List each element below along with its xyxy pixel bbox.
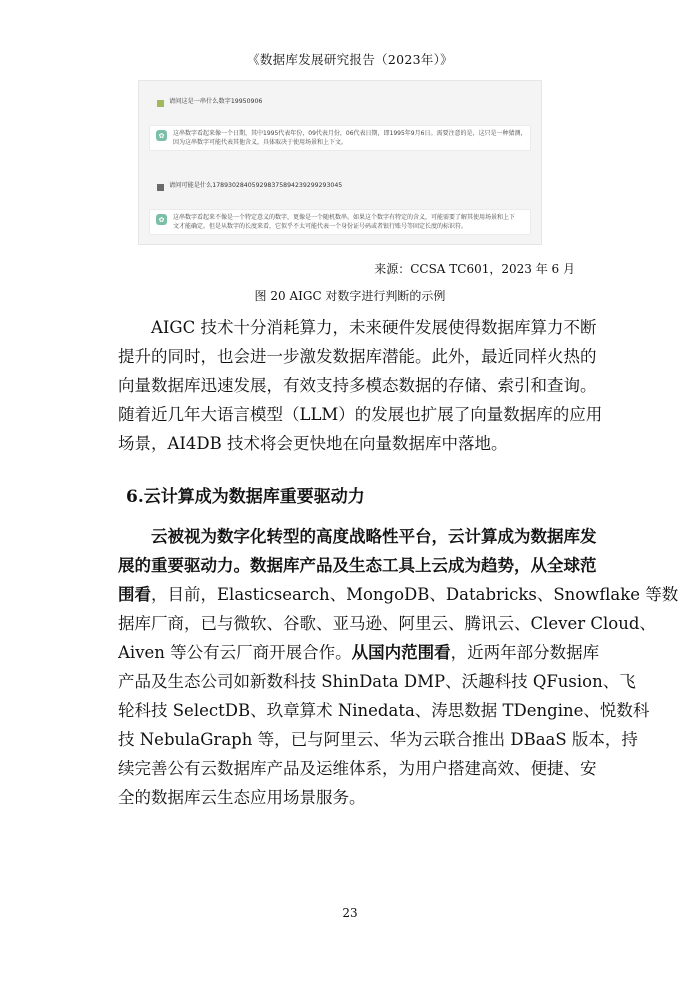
answer-row-2 bbox=[149, 209, 531, 235]
user-avatar-icon bbox=[157, 100, 164, 107]
para2-line bbox=[118, 638, 600, 667]
answer-1-line-1: 这串数字看起来像一个日期，其中1995代表年份，09代表月份，06代表日期，即1995年9月6日。需要注意的是，这只是一种猜测， bbox=[173, 130, 527, 137]
section-title: 6.云计算成为数据库重要驱动力 bbox=[126, 487, 365, 507]
bold-text: 从国内范围看 bbox=[351, 643, 451, 662]
para1-line: 向量数据库迅速发展，有效支持多模态数据的存储、索引和查询。 bbox=[118, 376, 597, 395]
para2-line bbox=[118, 522, 597, 551]
page-header: 《数据库发展研究报告（2023年）》 bbox=[247, 52, 453, 67]
bold-text: 展的重要驱动力。数据库产品及生态工具上云成为趋势，从全球范 bbox=[118, 556, 597, 575]
answer-text-2 bbox=[173, 213, 515, 231]
para2-line: 全的数据库云生态应用场景服务。 bbox=[118, 788, 366, 807]
answer-1-line-2: 因为这串数字可能代表其他含义，具体取决于使用场景和上下文。 bbox=[173, 139, 348, 146]
para1-line: 场景，AI4DB 技术将会更快地在向量数据库中落地。 bbox=[118, 434, 508, 453]
plain-text: Aiven 等公有云厂商开展合作。 bbox=[118, 643, 352, 662]
para1-line: 提升的同时，也会进一步激发数据库潜能。此外，最近同样火热的 bbox=[118, 347, 597, 366]
paragraph-cloud bbox=[118, 522, 679, 812]
para2-line bbox=[118, 580, 679, 609]
assistant-logo-icon: ✿ bbox=[156, 130, 167, 141]
figure-source: 来源：CCSA TC601，2023 年 6 月 bbox=[374, 262, 575, 276]
page-number: 23 bbox=[342, 906, 358, 920]
para2-line: 轮科技 SelectDB、玖章算术 Ninedata、涛思数据 TDengine、悦数科 bbox=[118, 701, 650, 720]
answer-2-line-2: 文才能确定。但是从数字的长度来看，它似乎不太可能代表一个身份证号码或者银行账号等固定长度的标识符。 bbox=[173, 223, 468, 230]
para2-line: 续完善公有云数据库产品及运维体系，为用户搭建高效、便捷、安 bbox=[118, 759, 597, 778]
question-row-1 bbox=[157, 97, 262, 107]
plain-text: ，目前，Elasticsearch、MongoDB、Databricks、Snowflake 等数 bbox=[151, 585, 679, 604]
para2-line: 技 NebulaGraph 等，已与阿里云、华为云联合推出 DBaaS 版本，持 bbox=[118, 730, 638, 749]
question-text-2: 请问可能是什么17893028405929837589423929929304​5 bbox=[169, 182, 343, 189]
answer-2-line-1: 这串数字看起来不像是一个特定意义的数字，更像是一个随机数串。如果这个数字有特定的含义，可能需要了解其使用场景和上下 bbox=[173, 214, 516, 221]
question-row-2 bbox=[157, 181, 342, 191]
para2-line: 据库厂商，已与微软、谷歌、亚马逊、阿里云、腾讯云、Clever Cloud、 bbox=[118, 614, 656, 633]
para1-line: AIGC 技术十分消耗算力，未来硬件发展使得数据库算力不断 bbox=[151, 318, 597, 337]
user-avatar-icon bbox=[157, 184, 164, 191]
assistant-logo-icon: ✿ bbox=[156, 214, 167, 225]
para1-line: 随着近几年大语言模型（LLM）的发展也扩展了向量数据库的应用 bbox=[118, 405, 603, 424]
answer-row-1 bbox=[149, 125, 531, 151]
bold-text: 云被视为数字化转型的高度战略性平台，云计算成为数据库发 bbox=[151, 527, 597, 546]
answer-text-1 bbox=[173, 129, 526, 147]
plain-text: ，近两年部分数据库 bbox=[450, 643, 600, 662]
paragraph-aigc bbox=[118, 313, 603, 458]
figure-caption: 图 20 AIGC 对数字进行判断的示例 bbox=[254, 289, 446, 303]
bold-text: 围看 bbox=[118, 585, 151, 604]
question-text-1: 请问这是一串什么数字19950906 bbox=[169, 98, 263, 105]
para2-line: 产品及生态公司如新数科技 ShinData DMP、沃趣科技 QFusion、飞 bbox=[118, 672, 636, 691]
chat-screenshot-figure bbox=[138, 80, 542, 245]
para2-line bbox=[118, 551, 597, 580]
